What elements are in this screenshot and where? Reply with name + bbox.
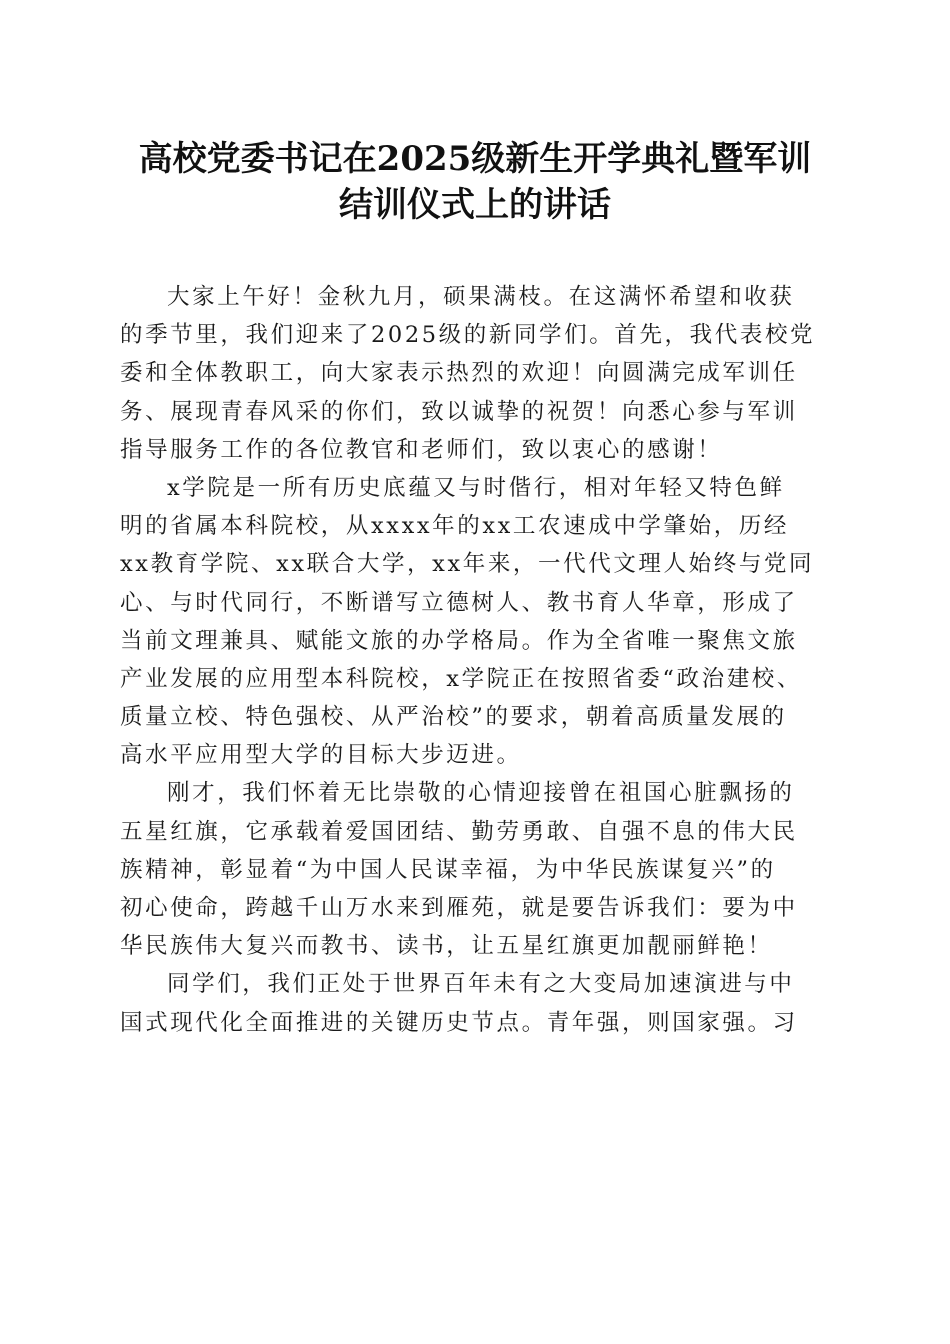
text-line: 高水平应用型大学的目标大步迈进。	[120, 742, 522, 769]
text-line: 当前文理兼具、赋能文旅的办学格局。作为全省唯一聚焦文旅	[120, 627, 798, 654]
text-line: 同学们，我们正处于世界百年未有之大变局加速演进与中	[167, 971, 795, 998]
text-line: x学院是一所有历史底蕴又与时偕行，相对年轻又特色鲜	[167, 474, 785, 501]
text-line: 五星红旗，它承载着爱国团结、勤劳勇敢、自强不息的伟大民	[120, 818, 798, 845]
text-line: 大家上午好！金秋九月，硕果满枝。在这满怀希望和收获	[167, 284, 795, 310]
title-line: 高校党委书记在2025级新生开学典礼暨军训	[138, 139, 812, 179]
document-title	[120, 136, 830, 228]
text-line: xx教育学院、xx联合大学，xx年来，一代代文理人始终与党同	[120, 551, 815, 578]
text-line: 国式现代化全面推进的关键历史节点。青年强，则国家强。习	[120, 1009, 798, 1036]
text-line: 明的省属本科院校，从xxxx年的xx工农速成中学肇始，历经	[120, 513, 790, 540]
text-line: 族精神，彰显着“为中国人民谋幸福，为中华民族谋复兴”的	[120, 856, 776, 883]
text-line: 务、展现青春风采的你们，致以诚挚的祝贺！向悉心参与军训	[120, 398, 798, 425]
paragraph-greeting	[120, 278, 825, 469]
text-line: 初心使命，跨越千山万水来到雁苑，就是要告诉我们：要为中	[120, 895, 798, 921]
text-line: 刚才，我们怀着无比崇敬的心情迎接曾在祖国心脏飘扬的	[167, 780, 795, 807]
text-line: 委和全体教职工，向大家表示热烈的欢迎！向圆满完成军训任	[120, 360, 798, 387]
paragraph-school-history	[120, 469, 825, 775]
text-line: 产业发展的应用型本科院校，x学院正在按照省委“政治建校、	[120, 665, 802, 692]
text-line: 质量立校、特色强校、从严治校”的要求，朝着高质量发展的	[120, 704, 787, 731]
text-line: 指导服务工作的各位教官和老师们，致以衷心的感谢！	[120, 436, 723, 463]
paragraph-students	[120, 965, 825, 1041]
paragraph-flag-ceremony	[120, 774, 825, 965]
text-line: 华民族伟大复兴而教书、读书，让五星红旗更加靓丽鲜艳！	[120, 933, 773, 960]
title-line: 结训仪式上的讲话	[339, 185, 611, 225]
document-body	[120, 278, 825, 1042]
text-line: 的季节里，我们迎来了2025级的新同学们。首先，我代表校党	[120, 322, 816, 349]
text-line: 心、与时代同行，不断谱写立德树人、教书育人华章，形成了	[120, 589, 798, 616]
